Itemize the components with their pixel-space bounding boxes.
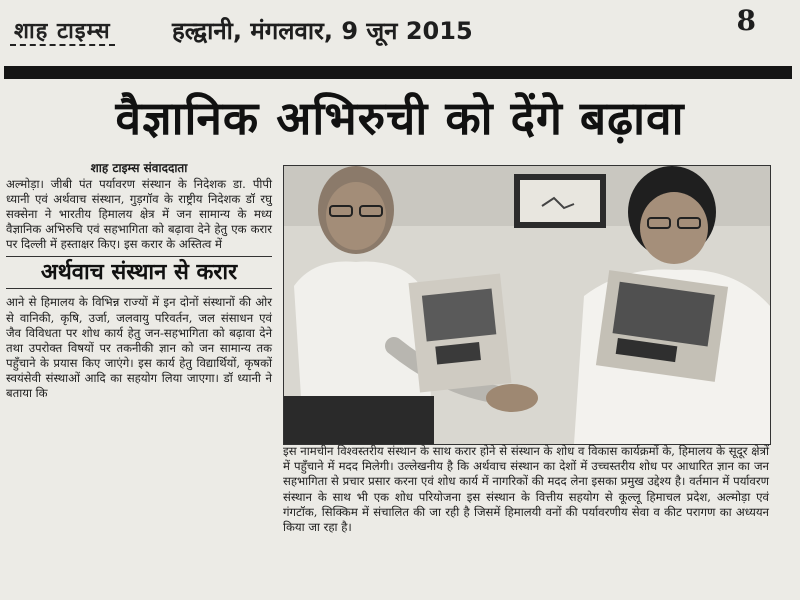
byline: शाह टाइम्स संवाददाता <box>90 161 188 175</box>
masthead <box>0 0 800 62</box>
article-left-column <box>6 160 272 401</box>
dateline: हल्द्वानी, मंगलवार, 9 जून 2015 <box>172 17 473 45</box>
news-photo <box>283 165 771 445</box>
news-photo-image <box>284 166 770 444</box>
photo-caption: इस नामचीन विश्वस्तरीय संस्थान के साथ करार होने से संस्थान के शोध व विकास कार्यक्रमों के, हिमालय के सूदूर क्षेत्रों में पहुँचाने में मदद मिलेगी। उल्लेखनीय है कि अर्थवाच संस्थान का देशों में उच्चस्तरीय शोध पर आधारित ज्ञान का जन सहभागिता से प्रचार प्रसार करना एवं शोध कार्य में नागरिकों की मदद लेना इसका प्रमुख उद्देश्य है। वर्तमान में पर्यावरण संस्थान के साथ भी एक शोध परियोजना इस संस्थान के वित्तीय सहयोग से कूल्लू हिमाचल प्रदेश, अल्मोड़ा एवं गंगटॉक, सिक्किम में संचालित की जा रही है जिसमें हिमालयी वनों की पर्यावरणीय सेवा व कीट परागण का अध्ययन किया जा रहा है। <box>283 444 769 535</box>
body-paragraph: आने से हिमालय के विभिन्न राज्यों में इन दोनों संस्थानों की ओर से वानिकी, कृषि, उर्जा, जलवायु परिवर्तन, जल संसाधन एवं जैव विविधता पर शोध कार्य हेतु जन-सहभागिता को बढ़ावा देने तथा उपरोक्त विषयों पर तकनीकी ज्ञान को जन सामान्य तक पहुँचाने के प्रयास किए जाएंगे। इस कार्य हेतु विद्यार्थियों, कृषकों स्वयंसेवी संस्थाओं आदि का सहयोग लिया जाएगा। डॉ ध्यानी ने बताया कि <box>6 295 272 401</box>
newspaper-logo: शाह टाइम्स <box>10 18 115 46</box>
masthead-rule <box>4 66 792 79</box>
subheading: अर्थवाच संस्थान से करार <box>6 256 272 289</box>
article-headline: वैज्ञानिक अभिरुची को देंगे बढ़ावा <box>115 91 685 145</box>
lead-paragraph: अल्मोड़ा। जीबी पंत पर्यावरण संस्थान के निदेशक डा. पीपी ध्यानी एवं अर्थवाच संस्थान, गुड़गॉव के राष्ट्रीय निदेशक डॉ रघु सक्सेना ने भारतीय हिमालय क्षेत्र में जन सामान्य के मध्य वैज्ञानिक अभिरुचि एवं सहभागिता को बढ़ावा देने हेतु एक करार पर दिल्ली में हस्ताक्षर किए। इस करार के अस्तित्व में <box>6 177 272 252</box>
page-number: 8 <box>736 4 756 37</box>
